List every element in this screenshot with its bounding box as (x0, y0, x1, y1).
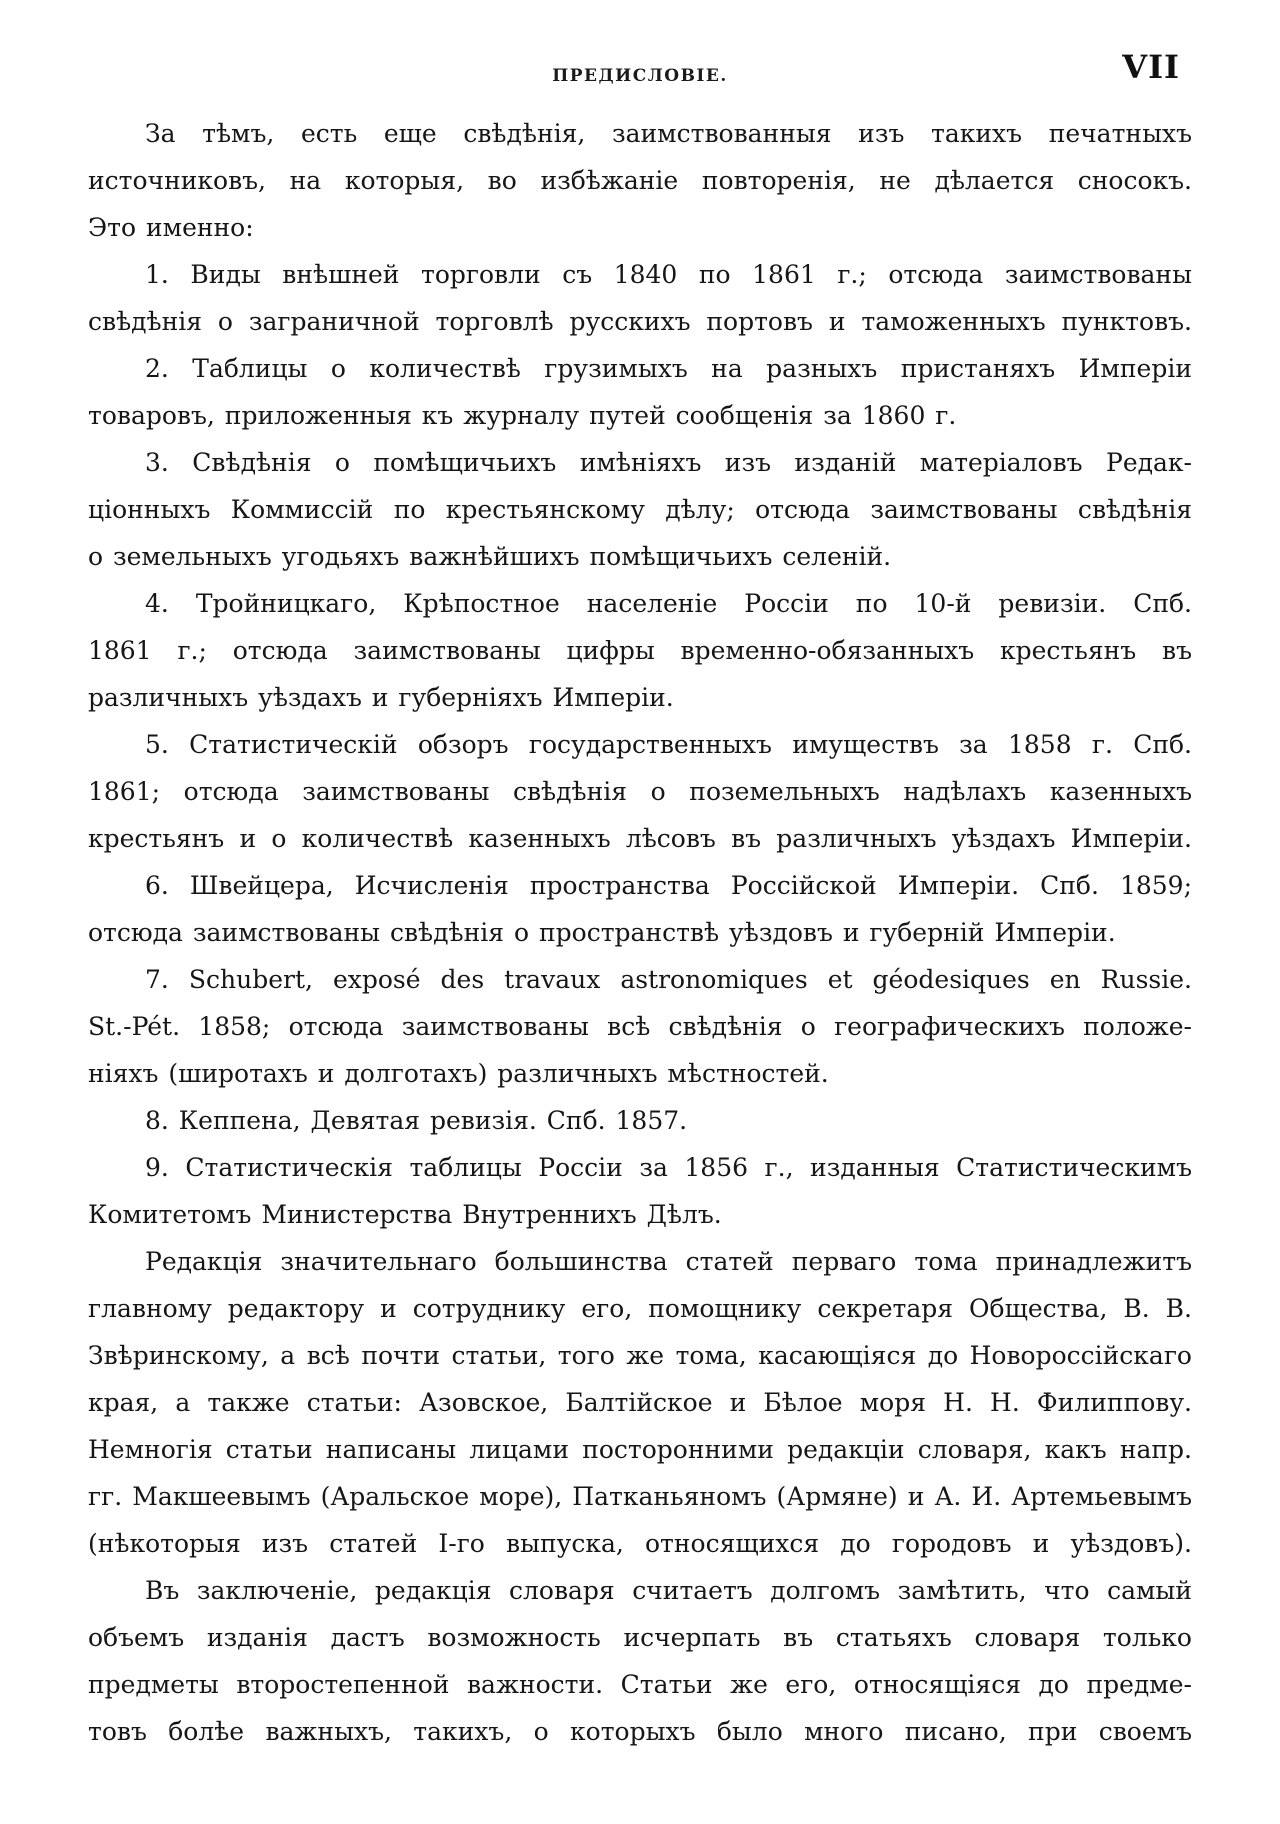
text-line: свѣдѣнія о заграничной торговлѣ русскихъ портовъ и таможенныхъ пунктовъ. (88, 307, 1192, 336)
text-line: объемъ изданія дастъ возможность исчерпать въ статьяхъ словаря только (88, 1623, 1192, 1652)
text-line: 4. Тройницкаго, Крѣпостное населеніе Россіи по 10-й ревизіи. Спб. (145, 589, 1192, 618)
text-line: гг. Макшеевымъ (Аральское море), Патканьяномъ (Армяне) и А. И. Артемьевымъ (88, 1482, 1192, 1511)
text-line: 3. Свѣдѣнія о помѣщичьихъ имѣніяхъ изъ изданій матеріаловъ Редак- (145, 448, 1192, 477)
text-line: 2. Таблицы о количествѣ грузимыхъ на разныхъ пристаняхъ Имперіи (145, 354, 1192, 383)
text-line: Это именно: (88, 213, 254, 242)
text-line: различныхъ уѣздахъ и губерніяхъ Имперіи. (88, 683, 674, 712)
text-line: главному редактору и сотруднику его, помощнику секретаря Общества, В. В. (88, 1294, 1192, 1323)
text-line: предметы второстепенной важности. Статьи же его, относящіяся до предме- (88, 1670, 1192, 1699)
text-line: St.-Pét. 1858; отсюда заимствованы всѣ свѣдѣнія о географическихъ положе- (88, 1012, 1192, 1041)
text-line: Звѣринскому, а всѣ почти статьи, того же тома, касающіяся до Новороссійскаго (88, 1341, 1192, 1370)
text-line: края, а также статьи: Азовское, Балтійское и Бѣлое моря Н. Н. Филиппову. (88, 1388, 1192, 1417)
text-line: источниковъ, на которыя, во избѣжаніе повторенія, не дѣлается сносокъ. (88, 166, 1192, 195)
text-line: Редакція значительнаго большинства статей перваго тома принадлежитъ (145, 1247, 1192, 1276)
text-line: 5. Статистическій обзоръ государственныхъ имуществъ за 1858 г. Спб. (145, 730, 1192, 759)
text-line: 6. Швейцера, Исчисленія пространства Россійской Имперіи. Спб. 1859; (145, 871, 1192, 900)
text-line: (нѣкоторыя изъ статей I-го выпуска, относящихся до городовъ и уѣздовъ). (88, 1529, 1192, 1558)
text-line: о земельныхъ угодьяхъ важнѣйшихъ помѣщичьихъ селеній. (88, 542, 892, 571)
text-line: товъ болѣе важныхъ, такихъ, о которыхъ было много писано, при своемъ (88, 1717, 1192, 1746)
text-line: 7. Schubert, exposé des travaux astronomiques et géodesiques en Russie. (145, 965, 1192, 994)
text-line: 8. Кеппена, Девятая ревизія. Спб. 1857. (145, 1106, 688, 1135)
text-line: Въ заключеніе, редакція словаря считаетъ долгомъ замѣтить, что самый (145, 1576, 1192, 1605)
page-number: VII (1122, 48, 1180, 86)
text-line: Немногія статьи написаны лицами посторонними редакціи словаря, какъ напр. (88, 1435, 1192, 1464)
text-line: 1861 г.; отсюда заимствованы цифры временно-обязанныхъ крестьянъ въ (88, 636, 1192, 665)
text-line: За тѣмъ, есть еще свѣдѣнія, заимствованныя изъ такихъ печатныхъ (145, 119, 1192, 148)
text-line: ціонныхъ Коммиссій по крестьянскому дѣлу; отсюда заимствованы свѣдѣнія (88, 495, 1192, 524)
text-line: крестьянъ и о количествѣ казенныхъ лѣсовъ въ различныхъ уѣздахъ Имперіи. (88, 824, 1192, 853)
text-line: 9. Статистическія таблицы Россіи за 1856 г., изданныя Статистическимъ (145, 1153, 1192, 1182)
text-line: товаровъ, приложенныя къ журналу путей сообщенія за 1860 г. (88, 401, 957, 430)
running-title: ПРЕДИСЛОВІЕ. (552, 66, 728, 86)
text-line: 1. Виды внѣшней торговли съ 1840 по 1861 г.; отсюда заимствованы (145, 260, 1192, 289)
text-line: Комитетомъ Министерства Внутреннихъ Дѣлъ. (88, 1200, 722, 1229)
text-line: отсюда заимствованы свѣдѣнія о пространствѣ уѣздовъ и губерній Имперіи. (88, 918, 1116, 947)
text-line: ніяхъ (широтахъ и долготахъ) различныхъ мѣстностей. (88, 1059, 829, 1088)
text-line: 1861; отсюда заимствованы свѣдѣнія о поземельныхъ надѣлахъ казенныхъ (88, 777, 1192, 806)
page-body-text (88, 110, 1192, 1755)
